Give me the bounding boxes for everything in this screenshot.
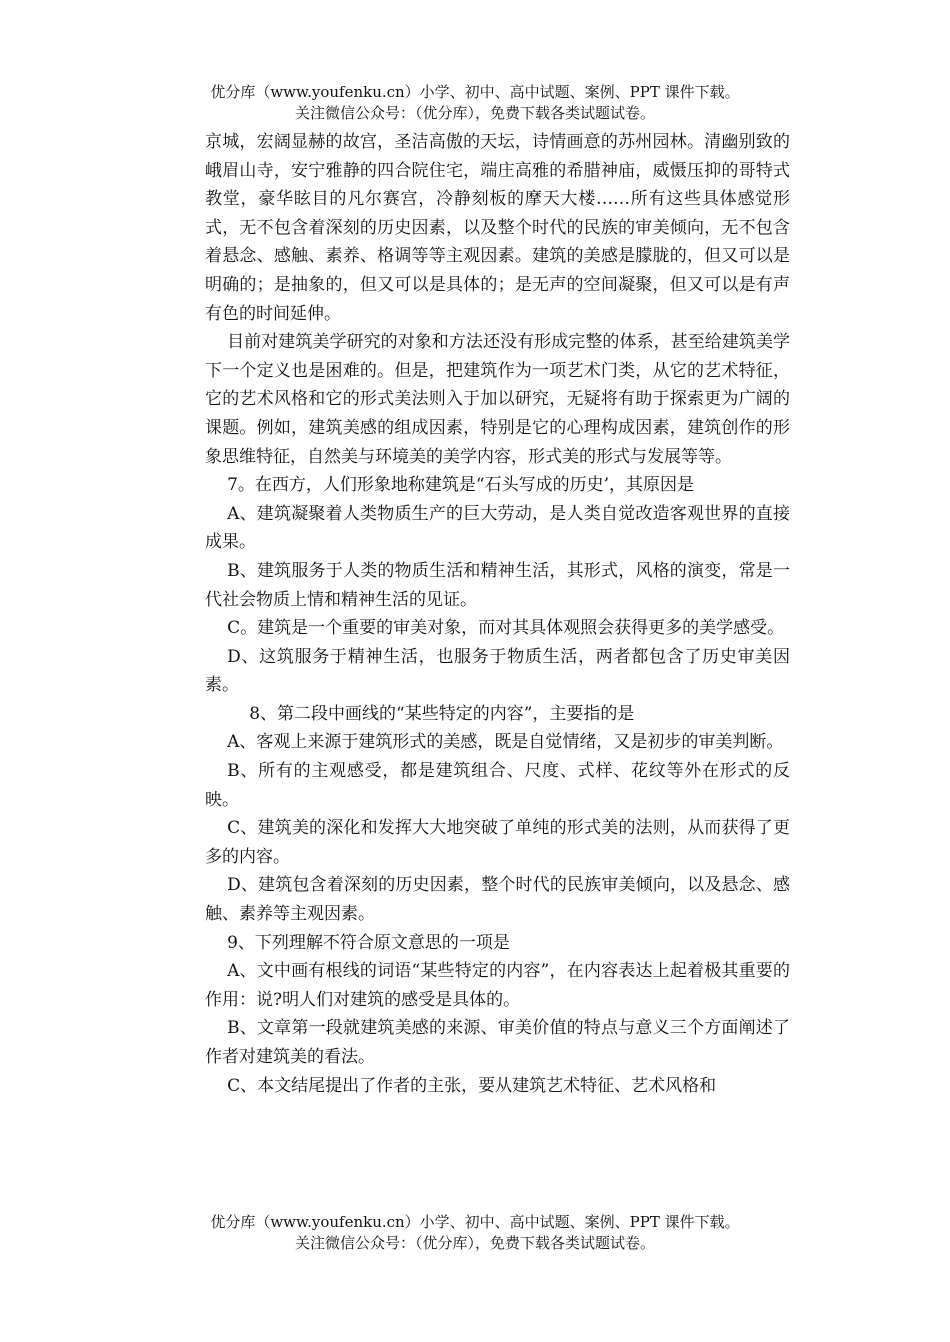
question-8-option-d: D、建筑包含着深刻的历史因素，整个时代的民族审美倾向，以及悬念、感触、素养等主观因素。 xyxy=(205,875,790,925)
header-line-2: 关注微信公众号：（优分库），免费下载各类试题试卷。 xyxy=(294,104,655,122)
question-8-option-a: A、客观上来源于建筑形式的美感，既是自觉情绪，又是初步的审美判断。 xyxy=(227,732,784,753)
question-7-option-b: B、建筑服务于人类的物质生活和精神生活，其形式，风格的演变，常是一代社会物质上情和精神生活的见证。 xyxy=(205,560,790,610)
header-banner xyxy=(0,82,950,124)
question-8-option-b: B、所有的主观感受，都是建筑组合、尺度、式样、花纹等外在形式的反映。 xyxy=(205,761,790,810)
question-9-stem: 9、下列理解不符合原文意思的一项是 xyxy=(227,932,510,953)
paragraph: 目前对建筑美学研究的对象和方法还没有形成完整的体系，甚至给建筑美学下一个定义也是困难的。但是，把建筑作为一项艺术门类，从它的艺术特征，它的艺术风格和它的形式美法则入于加以研究，无疑将有助于探索更为广阔的课题。例如，建筑美感的组成因素，特别是它的心理构成因素，建筑创作的形象思维特征，自然美与环境美的美学内容，形式美的形式与发展等等。 xyxy=(205,332,790,467)
question-8-stem: 8、第二段中画线的“某些特定的内容”，主要指的是 xyxy=(249,703,635,724)
footer-line-1: 优分库（www.youfenku.cn）小学、初中、高中试题、案例、PPT 课件下载。 xyxy=(210,1213,740,1231)
question-7-option-a: A、建筑凝聚着人类物质生产的巨大劳动，是人类自觉改造客观世界的直接成果。 xyxy=(205,503,790,553)
footer-banner xyxy=(0,1212,950,1254)
document-body xyxy=(205,128,790,1100)
footer-line-2: 关注微信公众号：（优分库），免费下载各类试题试卷。 xyxy=(294,1234,655,1252)
question-7-stem: 7。在西方，人们形象地称建筑是“石头写成的历史’，其原因是 xyxy=(227,475,695,496)
question-7-option-d: D、这筑服务于精神生活，也服务于物质生活，两者都包含了历史审美因素。 xyxy=(205,646,790,696)
question-9-option-b: B、文章第一段就建筑美感的来源、审美价值的特点与意义三个方面阐述了作者对建筑美的看法。 xyxy=(205,1018,790,1067)
question-7-option-c: C。建筑是一个重要的审美对象，而对其具体观照会获得更多的美学感受。 xyxy=(227,618,785,639)
header-line-1: 优分库（www.youfenku.cn）小学、初中、高中试题、案例、PPT 课件下载。 xyxy=(210,83,740,101)
question-9-option-c: C、本文结尾提出了作者的主张，要从建筑艺术特征、艺术风格和 xyxy=(227,1075,717,1096)
paragraph: 京城，宏阔显赫的故宫，圣洁高傲的天坛，诗情画意的苏州园林。清幽别致的峨眉山寺，安宁雅静的四合院住宅，端庄高雅的希腊神庙，威慑压抑的哥特式教堂，豪华眩目的凡尔赛宫，冷静刻板的摩天大楼……所有这些具体感觉形式，无不包含着深刻的历史因素，以及整个时代的民族的审美倾向，无不包含着悬念、感触、素养、格调等等主观因素。建筑的美感是朦胧的，但又可以是明确的；是抽象的，但又可以是具体的；是无声的空间凝聚，但又可以是有声有色的时间延伸。 xyxy=(205,132,790,324)
question-8-option-c: C、建筑美的深化和发挥大大地突破了单纯的形式美的法则，从而获得了更多的内容。 xyxy=(205,818,790,867)
question-9-option-a: A、文中画有根线的词语“某些特定的内容”，在内容表达上起着极其重要的作用：说?明人们对建筑的感受是具体的。 xyxy=(205,961,790,1010)
